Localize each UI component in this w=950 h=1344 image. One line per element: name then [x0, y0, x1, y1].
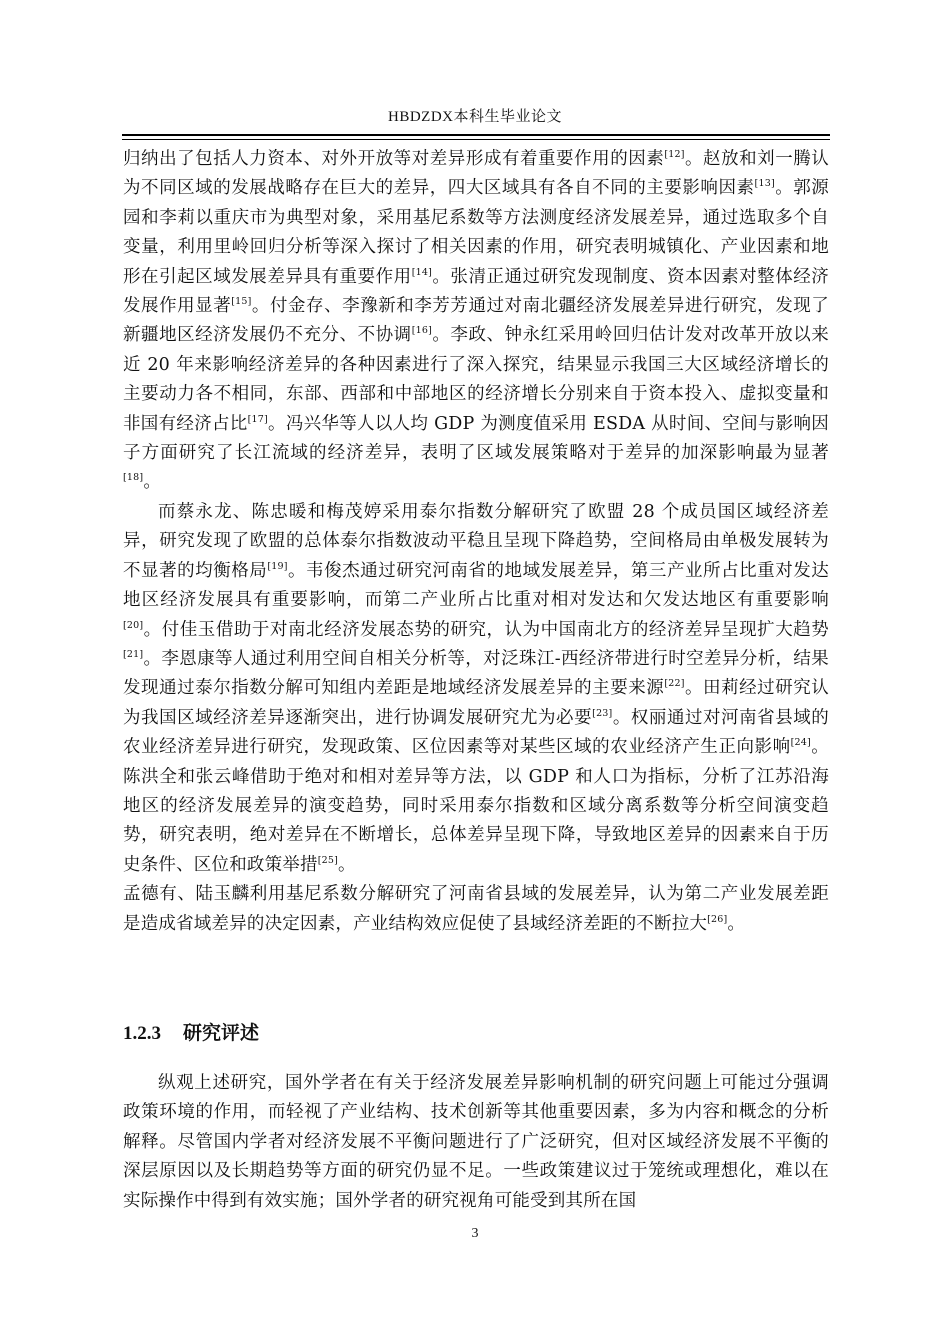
body-paragraph [123, 145, 829, 498]
literature-review-body [123, 145, 829, 939]
paragraph-text: 归纳出了包括人力资本、对外开放等对差异形成有着重要作用的因素 [123, 149, 665, 169]
review-body [123, 1069, 829, 1216]
citation-ref: [14] [411, 266, 433, 278]
citation-ref: [16] [411, 325, 433, 337]
citation-ref: [13] [754, 178, 775, 190]
citation-ref: [20] [123, 619, 144, 631]
paragraph-text: 。冯兴华等人以人均 GDP 为测度值采用 ESDA 从时间、空间与影响因子方面研究了长江流域的经济差异，表明了区域发展策略对于差异的加深影响最为显著 [123, 413, 829, 464]
section-title: 研究评述 [183, 1022, 260, 1044]
review-paragraph: 纵观上述研究，国外学者在有关于经济发展差异影响机制的研究问题上可能过分强调政策环境的作用，而轻视了产业结构、技术创新等其他重要因素，多为内容和概念的分析解释。尽管国内学者对经济发展不平衡问题进行了广泛研究，但对区域经济发展不平衡的深层原因以及长期趋势等方面的研究仍显不足。一些政策建议过于笼统或理想化，难以在实际操作中得到有效实施；国外学者的研究视角可能受到其所在国 [123, 1073, 829, 1211]
body-paragraph [123, 498, 829, 880]
paragraph-text: 。 [143, 472, 162, 493]
paragraph-text: 。赵放和刘一腾认为不同区域的发展战略存在巨大的差异，四大区域具有各自不同的主要影响因素 [123, 149, 829, 199]
paragraph-text: 。权丽通过对河南省县域的农业经济差异进行研究，发现政策、区位因素等对某些区域的农业经济产生正向影响 [123, 707, 829, 758]
header-rule-thin [122, 139, 830, 140]
body-paragraph [123, 880, 829, 939]
citation-ref: [26] [707, 913, 728, 925]
paragraph-text: 。韦俊杰通过研究河南省的地域发展差异，第三产业所占比重对发达地区经济发展具有重要影响，而第二产业所占比重对相对发达和欠发达地区有重要影响 [123, 560, 829, 611]
citation-ref: [19] [267, 560, 288, 572]
paragraph-text: 孟德有、陆玉麟利用基尼系数分解研究了河南省县域的发展差异，认为第二产业发展差距是造成省域差异的决定因素，产业结构效应促使了县域经济差距的不断拉大 [123, 884, 829, 934]
paragraph-text: 。付金存、李豫新和李芳芳通过对南北疆经济发展差异进行研究，发现了新疆地区经济发展仍不充分、不协调 [123, 296, 829, 346]
citation-ref: [18] [123, 472, 144, 484]
citation-ref: [17] [247, 413, 268, 425]
citation-ref: [15] [231, 296, 252, 308]
citation-ref: [22] [664, 678, 685, 690]
paragraph-text: 。 [727, 913, 746, 934]
header-rule-thick [122, 134, 830, 136]
paragraph-text: 。张清正通过研究发现制度、资本因素对整体经济发展作用显著 [123, 266, 830, 317]
paragraph-text: 。郭源园和李莉以重庆市为典型对象，采用基尼系数等方法测度经济发展差异，通过选取多个自变量，利用里岭回归分析等深入探讨了相关因素的作用，研究表明城镇化、产业因素和地形在引起区域发展差异具有重要作用 [123, 178, 829, 287]
citation-ref: [25] [317, 854, 339, 866]
citation-ref: [24] [790, 737, 811, 749]
page-number: 3 [471, 1226, 479, 1241]
paragraph-text: 。 [338, 854, 356, 875]
citation-ref: [23] [592, 707, 613, 719]
paragraph-text: 。付佳玉借助于对南北经济发展态势的研究，认为中国南北方的经济差异呈现扩大趋势 [143, 619, 829, 640]
paragraph-text: 。陈洪全和张云峰借助于绝对和相对差异等方法，以 GDP 和人口为指标，分析了江苏沿海地区的经济发展差异的演变趋势，同时采用泰尔指数和区域分离系数等分析空间演变趋势，研究表明，绝对差异在不断增长，总体差异呈现下降，导致地区差异的因素来自于历史条件、区位和政策举措 [123, 737, 829, 875]
section-heading [123, 1018, 259, 1045]
citation-ref: [12] [664, 149, 685, 161]
section-number: 1.2.3 [123, 1023, 161, 1044]
paragraph-text: 。田莉经过研究认为我国区域经济差异逐渐突出，进行协调发展研究尤为必要 [123, 678, 829, 728]
paragraph-text: 。李恩康等人通过利用空间自相关分析等，对泛珠江-西经济带进行时空差异分析，结果发现通过泰尔指数分解可知组内差距是地域经济发展差异的主要来源 [123, 648, 829, 699]
running-header: HBDZDX本科生毕业论文 [388, 109, 562, 125]
paragraph-text: 。李政、钟永红采用岭回归估计发对改革开放以来近 20 年来影响经济差异的各种因素进行了深入探究，结果显示我国三大区域经济增长的主要动力各不相同，东部、西部和中部地区的经济增长分别来自于资本投入、虚拟变量和非国有经济占比 [123, 325, 830, 434]
paragraph-text: 而蔡永龙、陈忠暖和梅茂婷采用泰尔指数分解研究了欧盟 28 个成员国区域经济差异，研究发现了欧盟的总体泰尔指数波动平稳且呈现下降趋势，空间格局由单极发展转为不显著的均衡格局 [123, 501, 829, 581]
citation-ref: [21] [123, 649, 144, 661]
